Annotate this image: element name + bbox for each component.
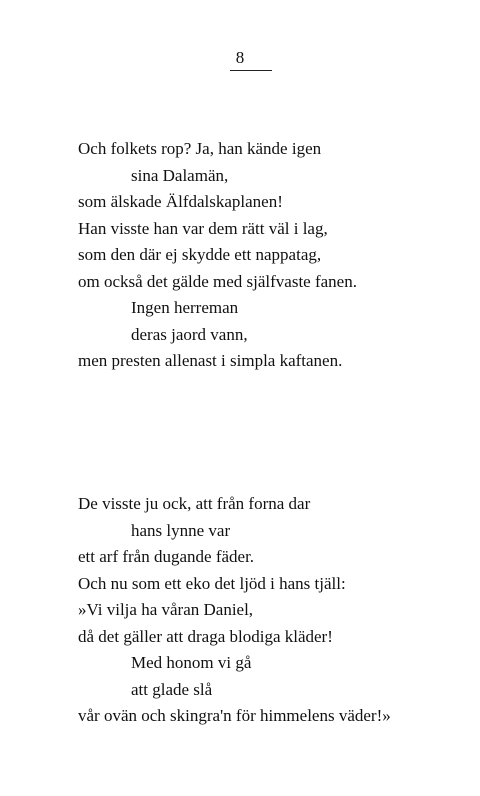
verse-line: ett arf från dugande fäder. (78, 547, 255, 566)
verse-line: då det gäller att draga blodiga kläder! (78, 626, 333, 646)
verse-line: sina Dalamän, (131, 165, 229, 185)
verse-line: Och nu som ett eko det ljöd i hans tjäll: (78, 573, 346, 593)
stanza-2 (78, 491, 391, 730)
verse-line: »Vi vilja ha våran Daniel, (78, 600, 254, 619)
verse-line: De visste ju ock, att från forna dar (78, 494, 311, 513)
verse-line: Han visste han var dem rätt väl i lag, (78, 218, 328, 238)
verse-line: hans lynne var (131, 520, 231, 540)
verse-line: Ingen herreman (131, 298, 239, 317)
verse-line: deras jaord vann, (131, 324, 248, 344)
verse-line: att glade slå (131, 679, 213, 699)
page-number-rule (230, 70, 272, 71)
stanza-1 (78, 136, 357, 375)
verse-line: om också det gälde med själfvaste fanen. (78, 271, 357, 291)
verse-line: som den där ej skydde ett nappatag, (78, 245, 322, 264)
verse-line: Och folkets rop? Ja, han kände igen (78, 139, 322, 158)
verse-line: Med honom vi gå (131, 653, 252, 672)
verse-line: som älskade Älfdalskaplanen! (78, 192, 283, 211)
verse-line: men presten allenast i simpla kaftanen. (78, 351, 343, 370)
verse-line: vår ovän och skingra'n för himmelens väder!» (78, 706, 391, 725)
page-number: 8 (235, 48, 245, 67)
